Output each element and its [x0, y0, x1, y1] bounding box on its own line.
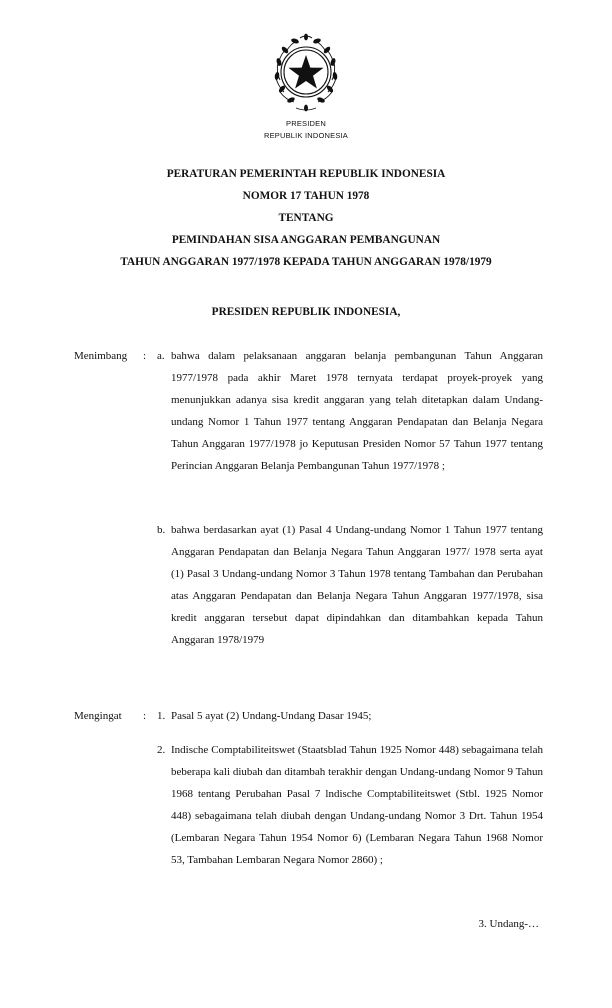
- menimbang-item-a: [157, 345, 543, 499]
- mengingat-colon: :: [143, 710, 147, 722]
- menimbang-colon: :: [143, 350, 147, 362]
- item-text: bahwa dalam pelaksanaan anggaran belanja pembangunan Tahun Anggaran 1977/1978 pada akhir Maret 1978 ternyata terdapat proyek-proyek yang menunjukkan adanya sisa kredit anggaran yang telah ditetapkan dalam Undang-undang Nomor 1 Tahun 1977 tentang Anggaran Pendapatan dan Belanja Negara Tahun Anggaran 1977/1978 jo Keputusan Presiden Nomor 57 Tahun 1977 tentang Perincian Anggaran Belanja Pembangunan Tahun 1977/1978 ;: [171, 350, 543, 472]
- mengingat-label: Mengingat: [74, 710, 122, 722]
- item-marker: 2.: [157, 744, 166, 756]
- item-text: bahwa berdasarkan ayat (1) Pasal 4 Undang-undang Nomor 1 Tahun 1977 tentang Anggaran Pendapatan dan Belanja Negara Tahun Anggaran 1977/ 1978 serta ayat (1) Pasal 3 Undang-undang Nomor 3 Tahun 1978 tentang Tambahan dan Perubahan atas Anggaran Pendapatan dan Belanja Negara Tahun Anggaran 1977/1978, sisa kredit anggaran tersebut dapat dipindahkan dan ditambahkan kepada Tahun Anggaran 1978/1979: [171, 524, 543, 646]
- issuer-line-2: REPUBLIK INDONESIA: [263, 131, 349, 140]
- item-text: Pasal 5 ayat (2) Undang-Undang Dasar 1945;: [171, 710, 372, 722]
- garuda-emblem-icon: [266, 32, 346, 114]
- title-line-2: NOMOR 17 TAHUN 1978: [242, 190, 370, 202]
- title-line-3: TENTANG: [278, 212, 334, 224]
- item-marker: 1.: [157, 710, 166, 722]
- item-marker: a.: [157, 350, 165, 362]
- menimbang-item-b: [157, 519, 543, 673]
- menimbang-label: Menimbang: [74, 350, 128, 362]
- title-line-5: TAHUN ANGGARAN 1977/1978 KEPADA TAHUN ANGGARAN 1978/1979: [120, 256, 492, 268]
- issuer-header: [0, 118, 612, 142]
- title-line-1: PERATURAN PEMERINTAH REPUBLIK INDONESIA: [166, 168, 446, 180]
- president-heading: PRESIDEN REPUBLIK INDONESIA,: [211, 306, 401, 318]
- document-title: [0, 163, 612, 273]
- page-continuation-marker: 3. Undang-…: [478, 918, 539, 930]
- mengingat-item-2: [157, 739, 543, 893]
- mengingat-item-1: [157, 705, 543, 727]
- title-line-4: PEMINDAHAN SISA ANGGARAN PEMBANGUNAN: [171, 234, 441, 246]
- issuer-line-1: PRESIDEN: [286, 119, 326, 128]
- item-text: Indische Comptabiliteitswet (Staatsblad Tahun 1925 Nomor 448) sebagaimana telah beberapa kali diubah dan ditambah terakhir dengan Undang-undang Nomor 9 Tahun 1968 tentang Perubahan Pasal 7 lndische Comptabiliteitswet (Stbl. 1925 Nomor 448) sebagaimana telah diubah dengan Undang-undang Nomor 3 Drt. Tahun 1954 (Lembaran Negara Tahun 1954 Nomor 6) (Lembaran Negara Tahun 1968 Nomor 53, Tambahan Lembaran Negara Nomor 2860) ;: [171, 744, 543, 866]
- item-marker: b.: [157, 524, 166, 536]
